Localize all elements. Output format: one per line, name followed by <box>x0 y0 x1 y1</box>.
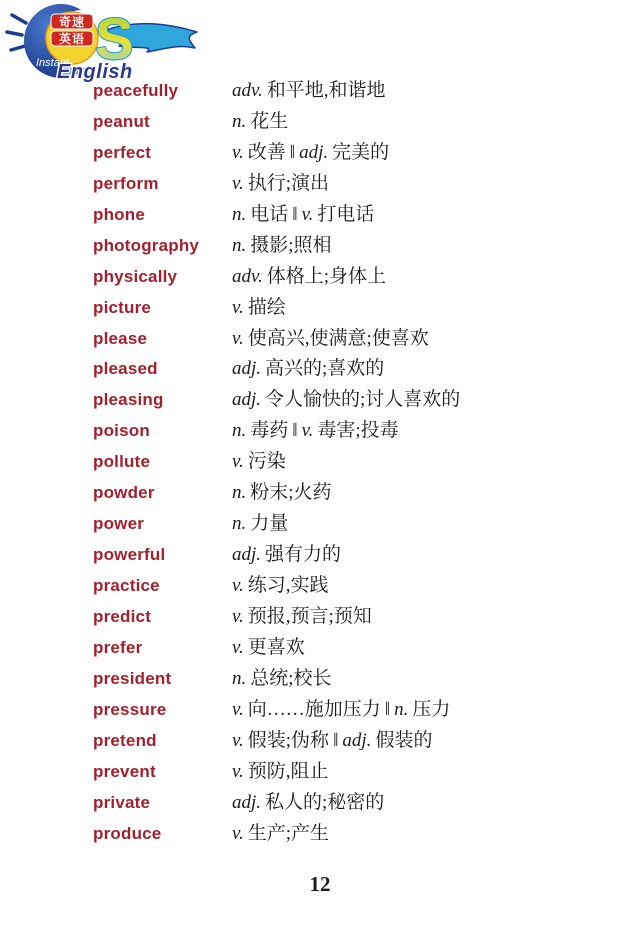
page-number: 12 <box>309 872 331 896</box>
vocab-row <box>93 76 620 107</box>
vocab-definition: adj. 令人愉快的;讨人喜欢的 <box>232 389 461 411</box>
pos-abbrev: v. <box>232 451 244 473</box>
vocab-definition: v. 使高兴,使满意;使喜欢 <box>232 327 429 349</box>
vocab-definition: v. 练习,实践 <box>232 575 329 596</box>
pos-abbrev: v. <box>232 822 244 844</box>
vocab-row <box>93 695 620 726</box>
vocab-word: physically <box>93 266 178 286</box>
vocab-definition: n. 花生 <box>232 110 289 132</box>
vocab-definition: v. 预报,预言;预知 <box>232 605 372 627</box>
vocab-word: pollute <box>93 452 151 472</box>
vocab-definition: n. 摄影;照相 <box>232 234 332 256</box>
vocab-row <box>93 633 620 664</box>
pos-abbrev: adv. <box>232 265 263 287</box>
vocab-definition: adv. 和平地,和谐地 <box>232 80 386 101</box>
pos-abbrev: v. <box>232 605 244 627</box>
logo-badge-bottom-label: 英语 <box>58 32 86 46</box>
vocab-word: phone <box>93 204 145 224</box>
pos-abbrev: n. <box>232 513 247 535</box>
vocab-row <box>93 757 620 788</box>
vocab-row <box>93 416 620 447</box>
vocab-word: prefer <box>93 637 143 657</box>
pos-abbrev: v. <box>232 141 244 163</box>
vocab-definition: v. 预防,阻止 <box>232 760 329 782</box>
pos-abbrev: n. <box>232 234 247 256</box>
vocab-row <box>93 788 620 819</box>
pos-abbrev: adj. <box>232 544 262 566</box>
vocab-row <box>93 231 620 262</box>
vocab-word: president <box>93 668 172 688</box>
vocab-word: prevent <box>93 761 156 781</box>
sense-separator: ‖ <box>292 203 298 225</box>
vocab-definition: n. 粉末;火药 <box>232 482 332 504</box>
vocab-definition: n. 毒药 ‖ v. 毒害;投毒 <box>232 420 399 442</box>
pos-abbrev: v. <box>301 420 314 442</box>
vocab-word: private <box>93 792 151 812</box>
logo-badge-top <box>51 14 93 29</box>
pos-abbrev: adj. <box>232 791 262 813</box>
vocab-word: pressure <box>93 699 167 719</box>
pos-abbrev: n. <box>394 698 409 720</box>
vocab-word: power <box>93 514 145 534</box>
vocab-word: predict <box>93 606 152 626</box>
sense-separator: ‖ <box>333 729 339 751</box>
vocab-row <box>93 447 620 478</box>
vocab-definition: v. 污染 <box>232 451 286 473</box>
vocab-word: pleased <box>93 359 158 379</box>
vocab-row <box>93 107 620 138</box>
vocab-row <box>93 540 620 571</box>
vocab-word: pleasing <box>93 390 164 410</box>
pos-abbrev: v. <box>232 327 244 349</box>
vocab-row <box>93 509 620 540</box>
logo-letter-s: S <box>95 7 134 72</box>
vocab-word: peacefully <box>93 81 179 100</box>
vocab-row <box>93 385 620 416</box>
vocab-word: produce <box>93 823 162 843</box>
pos-abbrev: adj. <box>232 389 262 411</box>
vocab-word: perform <box>93 173 159 193</box>
vocab-definition: n. 总统;校长 <box>232 667 332 689</box>
vocab-row <box>93 262 620 293</box>
vocab-definition: adj. 强有力的 <box>232 544 342 566</box>
vocab-row <box>93 293 620 324</box>
vocab-row <box>93 819 620 850</box>
logo-english-text: English <box>57 61 133 83</box>
vocab-row <box>93 571 620 602</box>
vocab-row <box>93 200 620 231</box>
vocab-definition: v. 执行;演出 <box>232 172 330 194</box>
vocab-definition: n. 电话 ‖ v. 打电话 <box>232 203 375 225</box>
pos-abbrev: v. <box>232 698 244 720</box>
vocab-word: peanut <box>93 111 150 131</box>
vocab-definition: v. 向……施加压力 ‖ n. 压力 <box>232 698 451 720</box>
pos-abbrev: n. <box>232 667 247 689</box>
vocab-row <box>93 138 620 169</box>
vocab-row <box>93 602 620 633</box>
vocab-word: picture <box>93 297 152 317</box>
vocab-word: poison <box>93 421 150 441</box>
sense-separator: ‖ <box>384 698 391 720</box>
logo-badge-top-label: 奇速 <box>58 15 86 29</box>
vocab-row <box>93 324 620 355</box>
vocab-definition: adj. 私人的;秘密的 <box>232 791 385 813</box>
vocab-definition: v. 假装;伪称 ‖ adj. 假装的 <box>232 729 433 751</box>
vocab-definition: adv. 体格上;身体上 <box>232 265 387 287</box>
vocab-definition: v. 更喜欢 <box>232 636 305 658</box>
logo-badge-bottom <box>51 31 93 46</box>
vocab-definition: v. 改善 ‖ adj. 完美的 <box>232 141 390 163</box>
vocab-word: perfect <box>93 142 152 162</box>
vocab-definition: v. 描绘 <box>232 296 286 318</box>
vocab-row <box>93 354 620 385</box>
vocab-definition: v. 生产;产生 <box>232 822 330 844</box>
vocab-word: pretend <box>93 730 157 750</box>
pos-abbrev: v. <box>232 575 244 596</box>
pos-abbrev: n. <box>232 110 247 132</box>
pos-abbrev: v. <box>232 636 244 658</box>
pos-abbrev: v. <box>232 760 244 782</box>
vocab-row <box>93 478 620 509</box>
vocab-word: powder <box>93 483 155 503</box>
vocab-definition: n. 力量 <box>232 513 289 535</box>
pos-abbrev: adj. <box>342 729 372 751</box>
vocab-word: photography <box>93 235 200 255</box>
vocab-definition: adj. 高兴的;喜欢的 <box>232 358 385 380</box>
pos-abbrev: v. <box>232 296 244 318</box>
pos-abbrev: adj. <box>232 358 262 380</box>
sense-separator: ‖ <box>292 420 298 442</box>
pos-abbrev: n. <box>232 482 247 504</box>
vocab-word: practice <box>93 576 160 595</box>
vocab-row <box>93 169 620 200</box>
logo-instant-text: Instant <box>36 57 70 69</box>
vocab-word: powerful <box>93 545 166 565</box>
pos-abbrev: adj. <box>299 141 329 163</box>
vocab-row <box>93 664 620 695</box>
pos-abbrev: n. <box>232 420 247 442</box>
pos-abbrev: n. <box>232 203 247 225</box>
vocab-list <box>93 76 620 849</box>
brand-logo <box>5 2 205 87</box>
vocab-row <box>93 726 620 757</box>
vocab-word: please <box>93 328 148 348</box>
pos-abbrev: v. <box>232 729 244 751</box>
pos-abbrev: v. <box>232 172 244 194</box>
pos-abbrev: v. <box>301 203 314 225</box>
sense-separator: ‖ <box>289 141 296 163</box>
pos-abbrev: adv. <box>232 80 263 101</box>
